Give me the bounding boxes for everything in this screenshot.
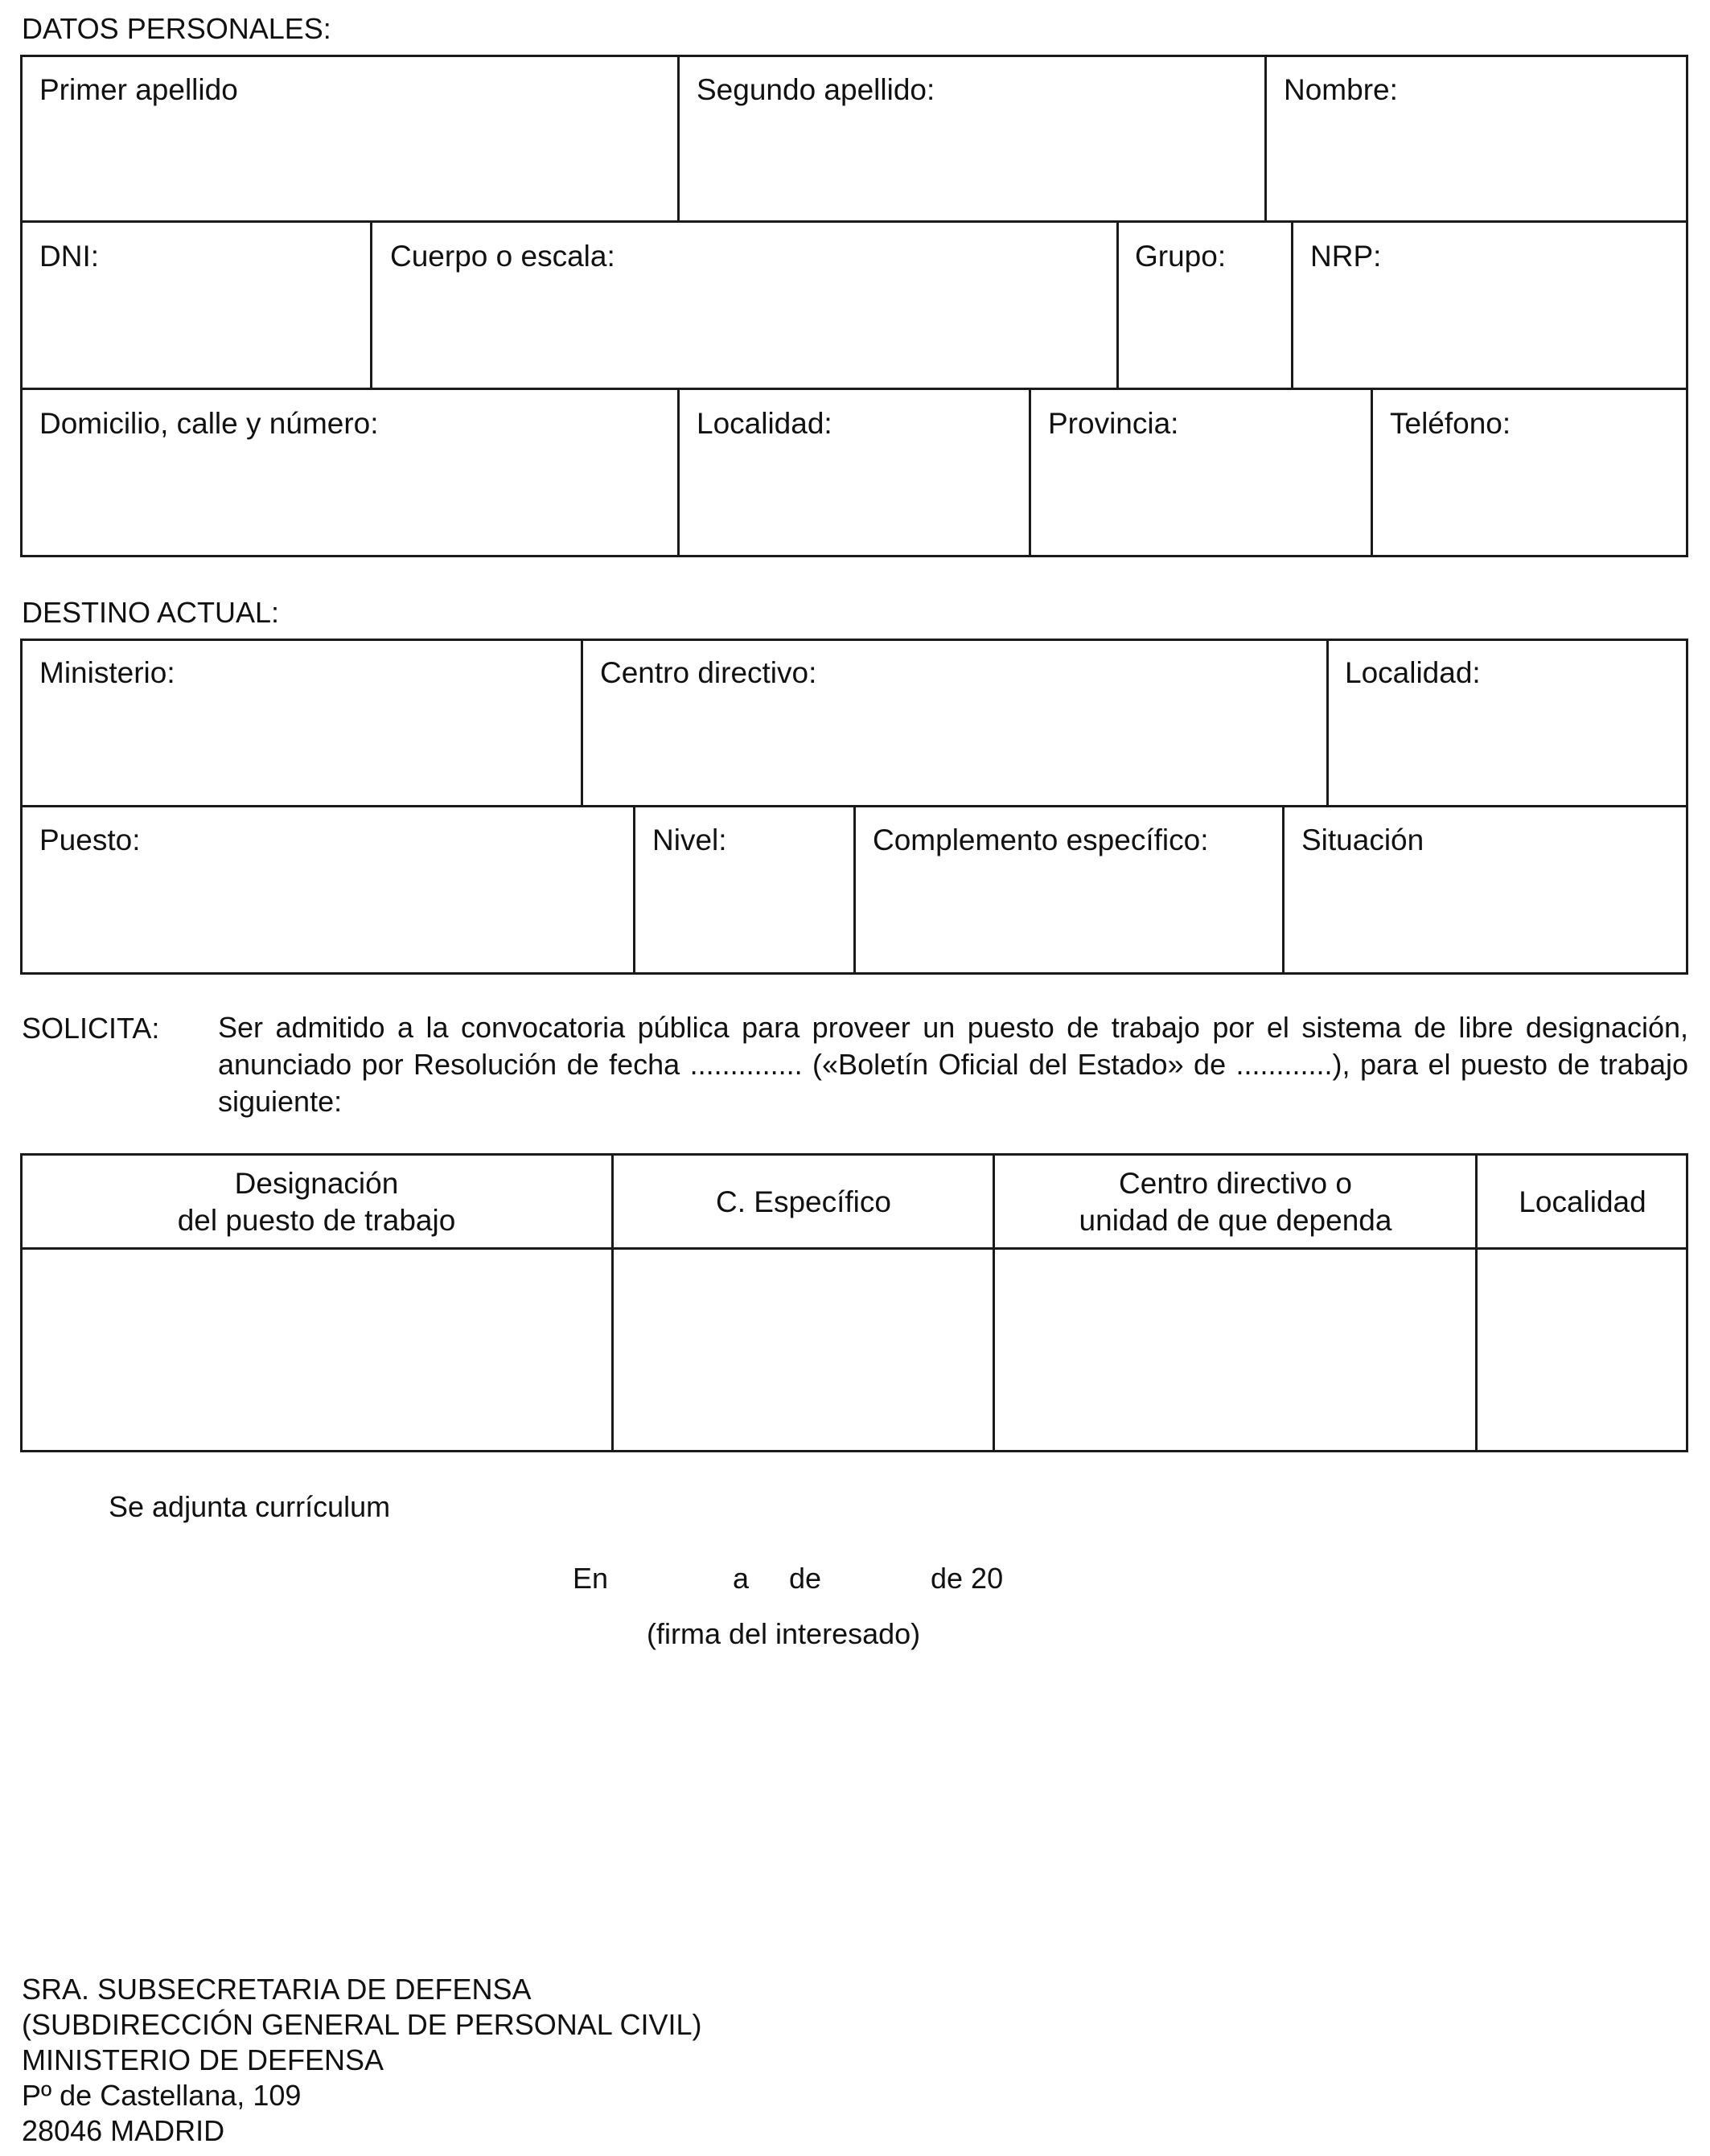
field-localidad[interactable]: Localidad: bbox=[697, 407, 832, 440]
solicita-label: SOLICITA: bbox=[22, 1012, 160, 1045]
field-provincia[interactable]: Provincia: bbox=[1048, 407, 1179, 440]
col-divider bbox=[1116, 220, 1119, 389]
date-a: a bbox=[733, 1562, 750, 1595]
col-divider bbox=[633, 805, 635, 975]
solicita-line-2: anunciado por Resolución de fecha .............. («Boletín Oficial del Estado» de ............), para el puesto de trabajo bbox=[218, 1048, 1688, 1081]
field-segundo-apellido[interactable]: Segundo apellido: bbox=[697, 73, 935, 106]
datos-personales-table bbox=[20, 55, 1688, 557]
field-grupo[interactable]: Grupo: bbox=[1135, 240, 1227, 273]
col-divider bbox=[1264, 55, 1267, 222]
field-nrp[interactable]: NRP: bbox=[1310, 240, 1382, 273]
th-c-especifico-text: C. Específico bbox=[716, 1185, 891, 1218]
cell-localidad-input[interactable] bbox=[1478, 1250, 1686, 1450]
th-designacion bbox=[20, 1165, 613, 1239]
field-ministerio[interactable]: Ministerio: bbox=[39, 656, 175, 689]
col-divider bbox=[1326, 639, 1329, 807]
col-divider bbox=[677, 55, 680, 222]
curriculum-note: Se adjunta currículum bbox=[109, 1490, 391, 1523]
field-complemento-especifico[interactable]: Complemento específico: bbox=[873, 823, 1209, 856]
solicita-line-3: siguiente: bbox=[218, 1085, 343, 1118]
col-divider bbox=[1029, 388, 1031, 557]
datos-personales-heading: DATOS PERSONALES: bbox=[22, 12, 331, 45]
th-centro-directivo bbox=[994, 1165, 1477, 1239]
th-centro-directivo-line-1: Centro directivo o bbox=[1119, 1167, 1352, 1200]
field-nivel[interactable]: Nivel: bbox=[652, 823, 727, 856]
field-situacion[interactable]: Situación bbox=[1301, 823, 1424, 856]
field-cuerpo-escala[interactable]: Cuerpo o escala: bbox=[390, 240, 615, 273]
th-c-especifico bbox=[613, 1184, 994, 1221]
cell-designacion-input[interactable] bbox=[23, 1250, 611, 1450]
col-divider bbox=[1282, 805, 1285, 975]
firma-label: (firma del interesado) bbox=[647, 1617, 921, 1650]
col-divider bbox=[581, 639, 583, 807]
field-nombre[interactable]: Nombre: bbox=[1284, 73, 1398, 106]
th-centro-directivo-line-2: unidad de que dependa bbox=[1079, 1204, 1392, 1237]
field-puesto[interactable]: Puesto: bbox=[39, 823, 141, 856]
destino-actual-heading: DESTINO ACTUAL: bbox=[22, 596, 280, 629]
address-line-1: SRA. SUBSECRETARIA DE DEFENSA bbox=[22, 1973, 532, 2006]
date-de: de bbox=[789, 1562, 822, 1595]
col-divider bbox=[1291, 220, 1293, 389]
date-de-20: de 20 bbox=[931, 1562, 1004, 1595]
solicita-line-1: Ser admitido a la convocatoria pública para proveer un puesto de trabajo por el sistema de libre designación, bbox=[218, 1011, 1688, 1044]
address-line-5: 28046 MADRID bbox=[22, 2114, 225, 2147]
field-domicilio[interactable]: Domicilio, calle y número: bbox=[39, 407, 379, 440]
field-primer-apellido[interactable]: Primer apellido bbox=[39, 73, 238, 106]
col-divider bbox=[677, 388, 680, 557]
field-telefono[interactable]: Teléfono: bbox=[1390, 407, 1511, 440]
row-divider bbox=[20, 388, 1688, 390]
col-divider bbox=[370, 220, 372, 389]
address-line-4: Pº de Castellana, 109 bbox=[22, 2079, 302, 2112]
col-divider bbox=[853, 805, 856, 975]
field-dni[interactable]: DNI: bbox=[39, 240, 99, 273]
field-centro-directivo[interactable]: Centro directivo: bbox=[600, 656, 817, 689]
cell-centro-directivo-input[interactable] bbox=[995, 1250, 1475, 1450]
date-en: En bbox=[573, 1562, 609, 1595]
field-localidad-destino[interactable]: Localidad: bbox=[1345, 656, 1481, 689]
cell-c-especifico-input[interactable] bbox=[614, 1250, 993, 1450]
address-line-3: MINISTERIO DE DEFENSA bbox=[22, 2043, 384, 2076]
col-divider bbox=[1371, 388, 1373, 557]
th-localidad-text: Localidad bbox=[1519, 1185, 1646, 1218]
row-divider bbox=[20, 220, 1688, 223]
th-localidad bbox=[1477, 1184, 1688, 1221]
th-designacion-line-2: del puesto de trabajo bbox=[177, 1204, 456, 1237]
th-designacion-line-1: Designación bbox=[234, 1167, 399, 1200]
address-line-2: (SUBDIRECCIÓN GENERAL DE PERSONAL CIVIL) bbox=[22, 2008, 702, 2041]
